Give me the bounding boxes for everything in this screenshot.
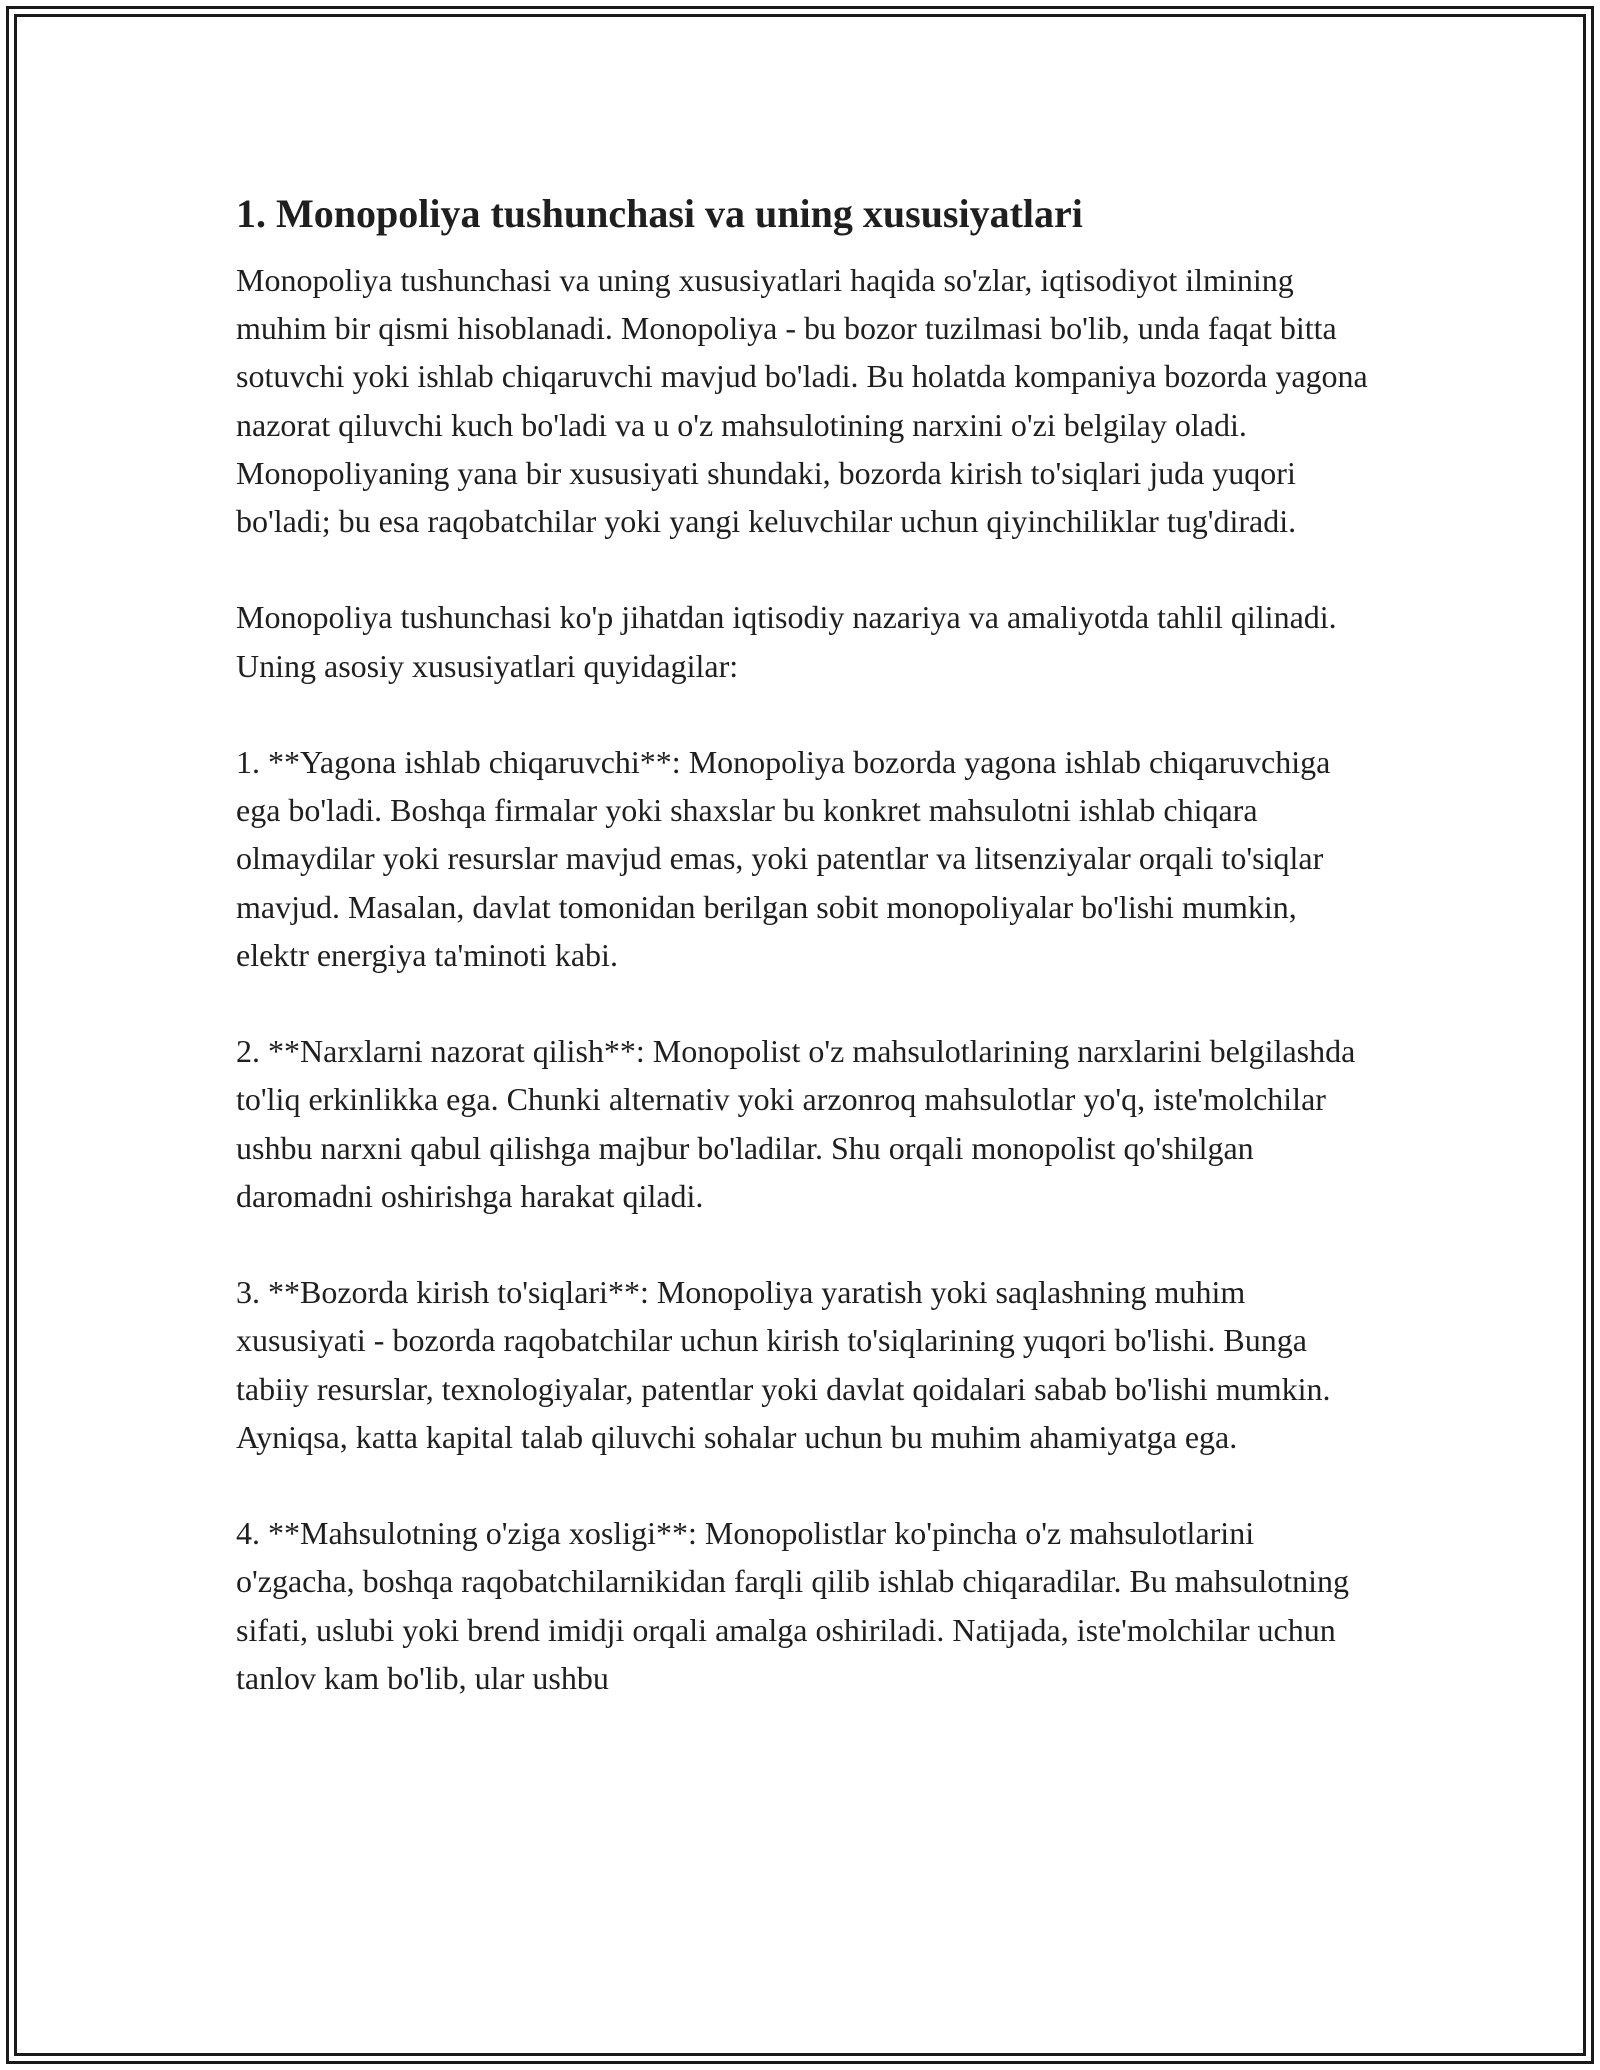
paragraph-point-1: 1. **Yagona ishlab chiqaruvchi**: Monopoliya bozorda yagona ishlab chiqaruvchiga ega bo'ladi. Boshqa firmalar yoki shaxslar bu konkret mahsulotni ishlab chiqara olmaydilar yoki resurslar mavjud emas, yoki patentlar va litsenziyalar orqali to'siqlar mavjud. Masalan, davlat tomonidan berilgan sobit monopoliyalar bo'lishi mumkin, elektr energiya ta'minoti kabi. [236,744,1331,973]
paragraph-point-2: 2. **Narxlarni nazorat qilish**: Monopolist o'z mahsulotlarining narxlarini belgilashda to'liq erkinlikka ega. Chunki alternativ yoki arzonroq mahsulotlar yo'q, iste'molchilar ushbu narxni qabul qilishga majbur bo'ladilar. Shu orqali monopolist qo'shilgan daromadni oshirishga harakat qiladi. [236,1033,1356,1214]
paragraph-intro: Monopoliya tushunchasi va uning xususiyatlari haqida so'zlar, iqtisodiyot ilmining muhim bir qismi hisoblanadi. Monopoliya - bu bozor tuzilmasi bo'lib, unda faqat bitta sotuvchi yoki ishlab chiqaruvchi mavjud bo'ladi. Bu holatda kompaniya bozorda yagona nazorat qiluvchi kuch bo'ladi va u o'z mahsulotining narxini o'zi belgilay oladi. Monopoliyaning yana bir xususiyati shundaki, bozorda kirish to'siqlari juda yuqori bo'ladi; bu esa raqobatchilar yoki yangi keluvchilar uchun qiyinchiliklar tug'diradi. [236,262,1368,540]
paragraph-point-3: 3. **Bozorda kirish to'siqlari**: Monopoliya yaratish yoki saqlashning muhim xususiyati - bozorda raqobatchilar uchun kirish to'siqlarining yuqori bo'lishi. Bunga tabiiy resurslar, texnologiyalar, patentlar yoki davlat qoidalari sabab bo'lishi mumkin. Ayniqsa, katta kapital talab qiluvchi sohalar uchun bu muhim ahamiyatga ega. [236,1274,1331,1455]
document-body [236,188,1376,1702]
section-heading: 1. Monopoliya tushunchasi va uning xususiyatlari [236,191,1083,236]
paragraph-features-lead: Monopoliya tushunchasi ko'p jihatdan iqtisodiy nazariya va amaliyotda tahlil qilinadi. Uning asosiy xususiyatlari quyidagilar: [236,599,1337,684]
paragraph-point-4: 4. **Mahsulotning o'ziga xosligi**: Monopolistlar ko'pincha o'z mahsulotlarini o'zgacha, boshqa raqobatchilarnikidan farqli qilib ishlab chiqaradilar. Bu mahsulotning sifati, uslubi yoki brend imidji orqali amalga oshiriladi. Natijada, iste'molchilar uchun tanlov kam bo'lib, ular ushbu [236,1515,1350,1696]
